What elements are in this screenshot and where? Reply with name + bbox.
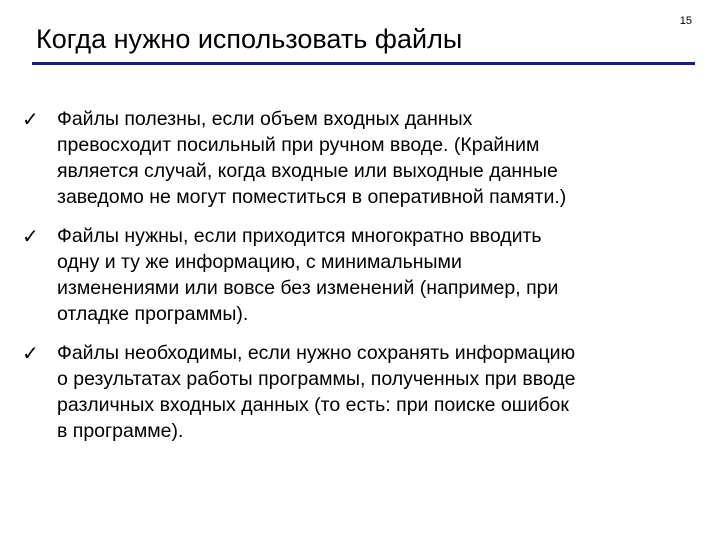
bullet-line: различных входных данных (то есть: при поиске ошибок — [57, 394, 569, 416]
bullet-text — [57, 106, 702, 210]
bullet-line: Файлы полезны, если объем входных данных — [57, 108, 473, 130]
bullet-item — [22, 223, 702, 327]
bullet-line: отладке программы). — [57, 303, 249, 325]
bullet-item — [22, 106, 702, 210]
bullet-line: изменениями или вовсе без изменений (например, при — [57, 277, 559, 299]
slide-number: 15 — [679, 15, 692, 27]
check-icon: ✓ — [22, 224, 39, 248]
bullet-line: является случай, когда входные или выходные данные — [57, 160, 558, 182]
bullet-line: превосходит посильный при ручном вводе. (Крайним — [57, 134, 540, 156]
check-icon: ✓ — [22, 341, 39, 365]
bullet-text — [57, 340, 702, 444]
bullet-list — [22, 106, 702, 457]
bullet-text — [57, 223, 702, 327]
bullet-line: одну и ту же информацию, с минимальными — [57, 251, 462, 273]
bullet-item — [22, 340, 702, 444]
title-rule — [32, 62, 695, 65]
bullet-line: Файлы необходимы, если нужно сохранять информацию — [57, 342, 576, 364]
bullet-line: в программе). — [57, 420, 184, 442]
bullet-line: о результатах работы программы, полученных при вводе — [57, 368, 576, 390]
bullet-line: заведомо не могут поместиться в оперативной памяти.) — [57, 186, 567, 208]
check-icon: ✓ — [22, 107, 39, 131]
slide-title: Когда нужно использовать файлы — [36, 24, 463, 54]
bullet-line: Файлы нужны, если приходится многократно вводить — [57, 225, 542, 247]
